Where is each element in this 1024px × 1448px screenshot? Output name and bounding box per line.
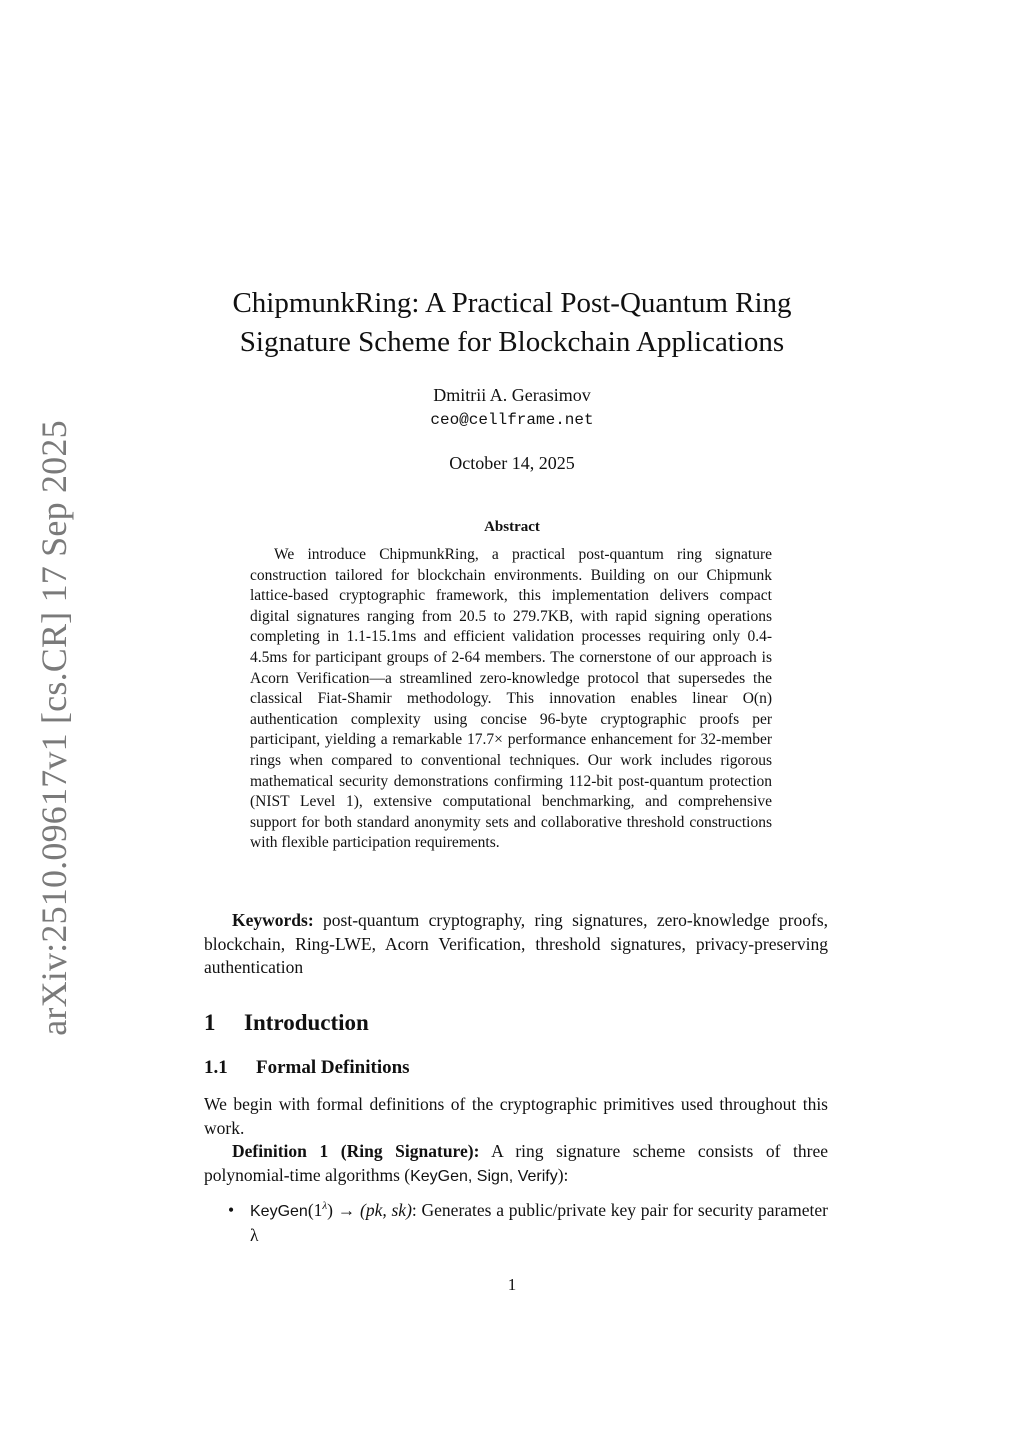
abstract-heading: Abstract — [484, 519, 540, 535]
subsection-title: Formal Definitions — [256, 1057, 410, 1078]
keygen-result: (pk, sk) — [360, 1200, 412, 1220]
section-heading — [204, 1008, 369, 1038]
definition-text-before: A ring signature scheme consists of three polynomial-time algorithms ( — [204, 1141, 828, 1185]
bullet-icon: • — [228, 1200, 235, 1220]
keywords-paragraph — [204, 909, 828, 980]
definition-label: Definition 1 (Ring Signature): — [232, 1141, 480, 1161]
intro-paragraph: We begin with formal definitions of the cryptographic primitives used throughout this work. — [204, 1094, 828, 1138]
definition-algorithms: KeyGen, Sign, Verify — [410, 1167, 558, 1185]
title-line-2: Signature Scheme for Blockchain Applications — [239, 326, 785, 358]
keygen-description: : Generates a public/private key pair for security parameter λ — [250, 1200, 828, 1245]
title-line-1: ChipmunkRing: A Practical Post-Quantum Ring — [232, 287, 792, 319]
keywords-label: Keywords: — [232, 910, 314, 930]
paper-date: October 14, 2025 — [449, 453, 575, 473]
abstract-text: We introduce ChipmunkRing, a practical post-quantum ring signature construction tailored for blockchain environments. Building on our Chipmunk lattice-based cryptographic framework, this implementation delivers compact digital signatures ranging from 20.5 to 279.7KB, with rapid signing operations completing in 1.1-15.1ms and efficient validation processes requiring only 0.4-4.5ms for participant groups of 2-64 members. The cornerstone of our approach is Acorn Verification—a streamlined zero-knowledge protocol that supersedes the classical Fiat-Shamir methodology. This innovation enables linear O(n) authentication complexity using concise 96-byte cryptographic proofs per participant, yielding a remarkable 17.7× performance enhancement for 32-member rings when compared to conventional techniques. Our work includes rigorous mathematical security demonstrations confirming 112-bit post-quantum protection (NIST Level 1), extensive computational benchmarking, and comprehensive support for both standard anonymity sets and collaborative threshold constructions with flexible participation requirements. — [250, 546, 772, 852]
keygen-arg-base: (1 — [307, 1200, 323, 1220]
subsection-heading — [204, 1055, 410, 1081]
arxiv-identifier-stamp: arXiv:2510.09617v1 [cs.CR] 17 Sep 2025 — [34, 420, 74, 1036]
list-item-keygen — [228, 1199, 828, 1247]
section-number: 1 — [204, 1010, 216, 1035]
paper-title — [0, 284, 1024, 362]
page-number: 1 — [507, 1275, 517, 1294]
definition-text-after: ): — [557, 1164, 569, 1185]
section-title: Introduction — [244, 1010, 369, 1035]
author-name: Dmitrii A. Gerasimov — [433, 385, 591, 405]
keywords-text: post-quantum cryptography, ring signatures, zero-knowledge proofs, blockchain, Ring-LWE, Acorn Verification, threshold signatures, privacy-preserving authentication — [204, 910, 828, 977]
keygen-arg-sup: λ — [322, 1200, 328, 1213]
keygen-arrow: → — [332, 1200, 361, 1220]
keygen-func: KeyGen — [250, 1203, 308, 1220]
list-item-content — [250, 1199, 828, 1247]
author-email: ceo@cellframe.net — [430, 411, 594, 429]
definition-ring-signature — [204, 1140, 828, 1188]
keygen-arg-close: ) — [327, 1200, 333, 1220]
subsection-number: 1.1 — [204, 1057, 228, 1078]
